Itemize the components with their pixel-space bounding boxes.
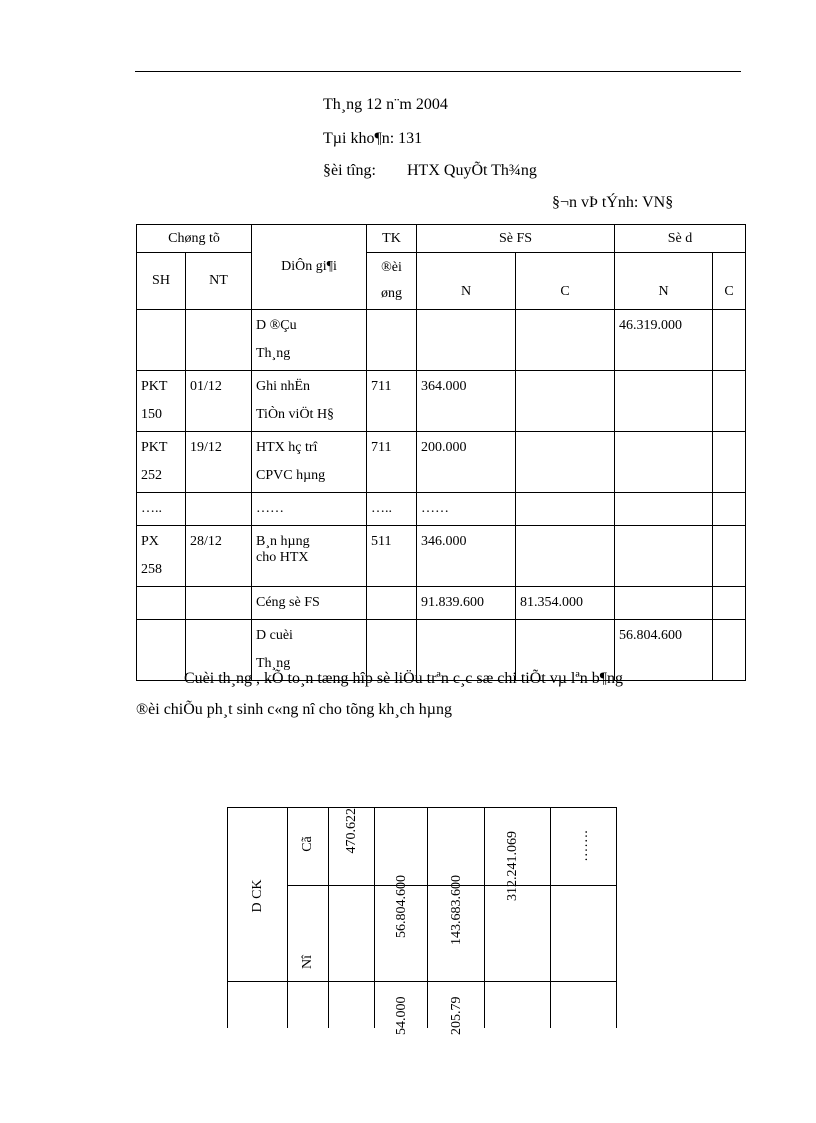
sh-cell	[137, 587, 186, 620]
empty-cell	[485, 982, 551, 1028]
balance-debit-cell	[615, 371, 713, 432]
no-value: 56.804.600	[394, 875, 409, 938]
description-line1: Ghi nhËn	[256, 379, 311, 394]
balance-credit-cell	[713, 493, 746, 526]
fs-debit-cell	[417, 310, 516, 371]
balance-debit-cell: 56.804.600	[615, 620, 713, 681]
empty-cell	[428, 808, 485, 886]
co-label: Cã	[300, 836, 315, 852]
tk-header-line3: øng	[381, 286, 402, 301]
tk-cell	[367, 310, 417, 371]
no-label: Nî	[300, 955, 315, 969]
nt-cell	[186, 587, 252, 620]
description-cell	[252, 371, 367, 432]
paragraph-line1: Cuèi th¸ng , kÕ to¸n tæng hîp sè liÖu trªn c¸c sæ chi tiÕt vµ lªn b¶ng	[184, 670, 624, 687]
description-line2: Th¸ng	[256, 656, 291, 671]
description-cell	[252, 310, 367, 371]
nt-cell: 28/12	[186, 526, 252, 587]
bottom-value-cell	[375, 982, 428, 1035]
fs-credit-cell	[516, 493, 615, 526]
balance-debit-cell	[615, 432, 713, 493]
dck-label: D CK	[250, 879, 265, 913]
fs-debit-cell: ……	[417, 493, 516, 526]
nt-cell: 19/12	[186, 432, 252, 493]
sh-line2: 252	[141, 468, 162, 483]
nt-cell	[186, 310, 252, 371]
table-row	[137, 526, 746, 587]
description-line1: B¸n hµng	[256, 534, 310, 549]
sh-line1: PKT	[141, 440, 168, 455]
bottom-value: 54.000	[394, 996, 409, 1035]
sh-header: SH	[137, 253, 186, 310]
tk-header-line2: ®èi	[381, 260, 402, 275]
description-cell: ……	[252, 493, 367, 526]
reconciliation-table-fragment	[227, 807, 617, 1035]
balance-credit-cell	[713, 310, 746, 371]
fs-debit-header: N	[417, 253, 516, 310]
party-name: HTX QuyÕt Th¾ng	[407, 162, 537, 179]
description-line2: CPVC hµng	[256, 468, 326, 483]
tk-header-line1: TK	[367, 225, 417, 253]
customer-ledger-table	[136, 224, 746, 681]
empty-cell	[375, 808, 428, 886]
fs-credit-cell: 81.354.000	[516, 587, 615, 620]
fs-debit-cell: 200.000	[417, 432, 516, 493]
co-value: 470.622	[344, 808, 359, 854]
fs-credit-cell	[516, 526, 615, 587]
balance-debit-header: N	[615, 253, 713, 310]
total-row	[137, 587, 746, 620]
no-value-cell	[428, 875, 485, 982]
account-label: Tµi kho¶n: 131	[323, 130, 423, 147]
fs-debit-cell: 364.000	[417, 371, 516, 432]
sh-cell: …..	[137, 493, 186, 526]
co-value-cell	[329, 808, 375, 886]
period-title: Th¸ng 12 n¨m 2004	[323, 96, 448, 113]
description-cell	[252, 526, 367, 587]
balance-credit-cell	[713, 432, 746, 493]
sh-cell	[137, 310, 186, 371]
no-value: 143.683.600	[449, 875, 464, 945]
balance-credit-cell	[713, 587, 746, 620]
balance-debit-cell: 46.319.000	[615, 310, 713, 371]
table-row	[137, 310, 746, 371]
sh-line1: PKT	[141, 379, 168, 394]
nt-cell	[186, 493, 252, 526]
sh-cell	[137, 371, 186, 432]
balance-header: Sè d	[615, 225, 746, 253]
table-row	[137, 371, 746, 432]
no-value-cell	[485, 831, 551, 982]
bottom-value: 205.79	[449, 996, 464, 1035]
sh-cell	[137, 526, 186, 587]
no-header	[288, 886, 329, 982]
tk-cell: 711	[367, 432, 417, 493]
body-paragraph	[136, 663, 746, 725]
paragraph-line2: ®èi chiÕu ph¸t sinh c«ng nî cho tõng kh¸ch hµng	[136, 701, 452, 718]
fs-debit-cell: 346.000	[417, 526, 516, 587]
description-line1: HTX hç trî	[256, 440, 318, 455]
description-cell: Céng sè FS	[252, 587, 367, 620]
top-rule	[135, 71, 741, 72]
tk-cell: 711	[367, 371, 417, 432]
sh-line2: 258	[141, 562, 162, 577]
balance-debit-cell	[615, 526, 713, 587]
description-line1: D ®Çu	[256, 318, 297, 333]
tk-cell	[367, 587, 417, 620]
bottom-value-cell	[428, 982, 485, 1035]
voucher-header: Chøng tõ	[137, 225, 252, 253]
sh-line2: 150	[141, 407, 162, 422]
dck-group-header	[228, 808, 288, 982]
tk-header	[367, 253, 417, 310]
description-line2: cho HTX	[256, 550, 309, 565]
fs-credit-cell	[516, 310, 615, 371]
party-label: §èi tîng:	[323, 162, 376, 179]
table-row	[137, 432, 746, 493]
empty-cell	[329, 886, 375, 982]
tk-cell: …..	[367, 493, 417, 526]
dots-cell	[551, 808, 617, 886]
sh-line1: PX	[141, 534, 159, 549]
empty-cell	[288, 982, 329, 1028]
fs-credit-cell	[516, 371, 615, 432]
fs-credit-header: C	[516, 253, 615, 310]
no-value: 312.241.069	[505, 831, 520, 901]
fs-header: Sè FS	[417, 225, 615, 253]
description-line2: TiÒn viÖt H§	[256, 407, 335, 422]
balance-debit-cell	[615, 493, 713, 526]
dots-value: …….	[576, 830, 591, 862]
description-line2: Th¸ng	[256, 346, 291, 361]
balance-credit-header: C	[713, 253, 746, 310]
table-row	[137, 493, 746, 526]
empty-cell	[551, 982, 617, 1028]
balance-credit-cell	[713, 371, 746, 432]
nt-header: NT	[186, 253, 252, 310]
tk-cell: 511	[367, 526, 417, 587]
balance-credit-cell	[713, 526, 746, 587]
fs-debit-cell: 91.839.600	[417, 587, 516, 620]
fs-credit-cell	[516, 432, 615, 493]
currency-unit: §¬n vÞ tÝnh: VN§	[552, 194, 674, 211]
empty-cell	[551, 886, 617, 982]
empty-cell	[329, 982, 375, 1028]
empty-cell	[228, 982, 288, 1028]
description-cell	[252, 432, 367, 493]
no-value-cell	[375, 875, 428, 982]
sh-cell	[137, 432, 186, 493]
nt-cell: 01/12	[186, 371, 252, 432]
co-header	[288, 808, 329, 886]
description-header: DiÔn gi¶i	[252, 225, 367, 310]
description-line1: D cuèi	[256, 628, 293, 643]
balance-debit-cell	[615, 587, 713, 620]
